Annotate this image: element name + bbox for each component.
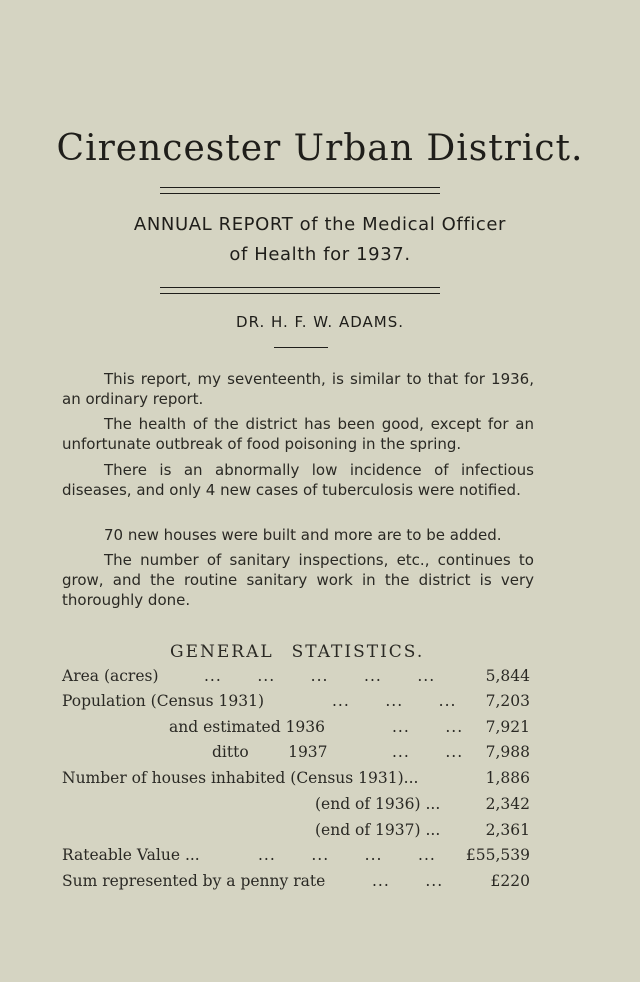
stat-row-rateable-value bbox=[62, 846, 530, 870]
stat-value: 5,844 bbox=[485, 667, 530, 685]
stat-value: 1,886 bbox=[485, 769, 530, 787]
stat-value: 7,988 bbox=[485, 743, 530, 761]
document-title: Cirencester Urban District. bbox=[56, 128, 584, 169]
statistics-heading-word-1: GENERAL bbox=[170, 642, 274, 662]
stat-label: Population (Census 1931) bbox=[62, 692, 265, 710]
title-divider bbox=[160, 187, 440, 194]
stat-label: (end of 1937) ... bbox=[315, 821, 441, 839]
author-name: DR. H. F. W. ADAMS. bbox=[236, 313, 404, 331]
paragraph-3: There is an abnormally low incidence of infectious diseases, and only 4 new cases of tuberculosis were notified. bbox=[62, 461, 534, 499]
stat-value: 7,921 bbox=[485, 718, 530, 736]
stat-row-population-1931 bbox=[62, 692, 530, 716]
stat-row-houses-1937 bbox=[62, 821, 530, 845]
stat-leader-dots: ... ... ... ... bbox=[258, 846, 436, 864]
stat-leader-dots: ... ... ... bbox=[332, 692, 457, 710]
stat-value: £220 bbox=[490, 872, 530, 890]
paragraph-5: The number of sanitary inspections, etc., continues to grow, and the routine sanitary work in the district is very thoroughly done. bbox=[62, 551, 534, 609]
stat-value: 2,361 bbox=[485, 821, 530, 839]
paragraph-4: 70 new houses were built and more are to be added. bbox=[104, 526, 502, 544]
stat-label: Area (acres) bbox=[62, 667, 159, 685]
statistics-heading bbox=[170, 642, 424, 662]
report-title-line-2: of Health for 1937. bbox=[229, 244, 411, 265]
stat-label: Number of houses inhabited (Census 1931)... bbox=[62, 769, 419, 787]
stat-leader-dots: ... ... ... ... ... bbox=[204, 667, 436, 685]
stat-value: 2,342 bbox=[485, 795, 530, 813]
paragraph-2: The health of the district has been good, except for an unfortunate outbreak of food poisoning in the spring. bbox=[62, 415, 534, 453]
report-title bbox=[0, 210, 640, 270]
author-divider bbox=[274, 347, 328, 348]
stat-label: and estimated 1936 bbox=[169, 718, 326, 736]
stat-value: £55,539 bbox=[465, 846, 530, 864]
stat-label: Rateable Value ... bbox=[62, 846, 200, 864]
stat-leader-dots: ... ... bbox=[392, 743, 464, 761]
stat-leader-dots: ... ... bbox=[372, 872, 444, 890]
stat-row-area bbox=[62, 667, 530, 691]
statistics-heading-word-2: STATISTICS. bbox=[291, 642, 425, 662]
stat-label: Sum represented by a penny rate bbox=[62, 872, 326, 890]
stat-row-population-1937 bbox=[62, 743, 530, 767]
stat-row-population-1936 bbox=[62, 718, 530, 742]
report-title-divider bbox=[160, 287, 440, 294]
stat-leader-dots: ... ... bbox=[392, 718, 464, 736]
stat-label: ditto 1937 bbox=[212, 743, 328, 761]
report-title-line-1: ANNUAL REPORT of the Medical Officer bbox=[133, 214, 507, 235]
stat-row-houses-1931 bbox=[62, 769, 530, 793]
stat-label: (end of 1936) ... bbox=[315, 795, 441, 813]
stat-value: 7,203 bbox=[485, 692, 530, 710]
stat-row-penny-rate bbox=[62, 872, 530, 896]
stat-row-houses-1936 bbox=[62, 795, 530, 819]
paragraph-1: This report, my seventeenth, is similar to that for 1936, an ordinary report. bbox=[62, 370, 534, 408]
